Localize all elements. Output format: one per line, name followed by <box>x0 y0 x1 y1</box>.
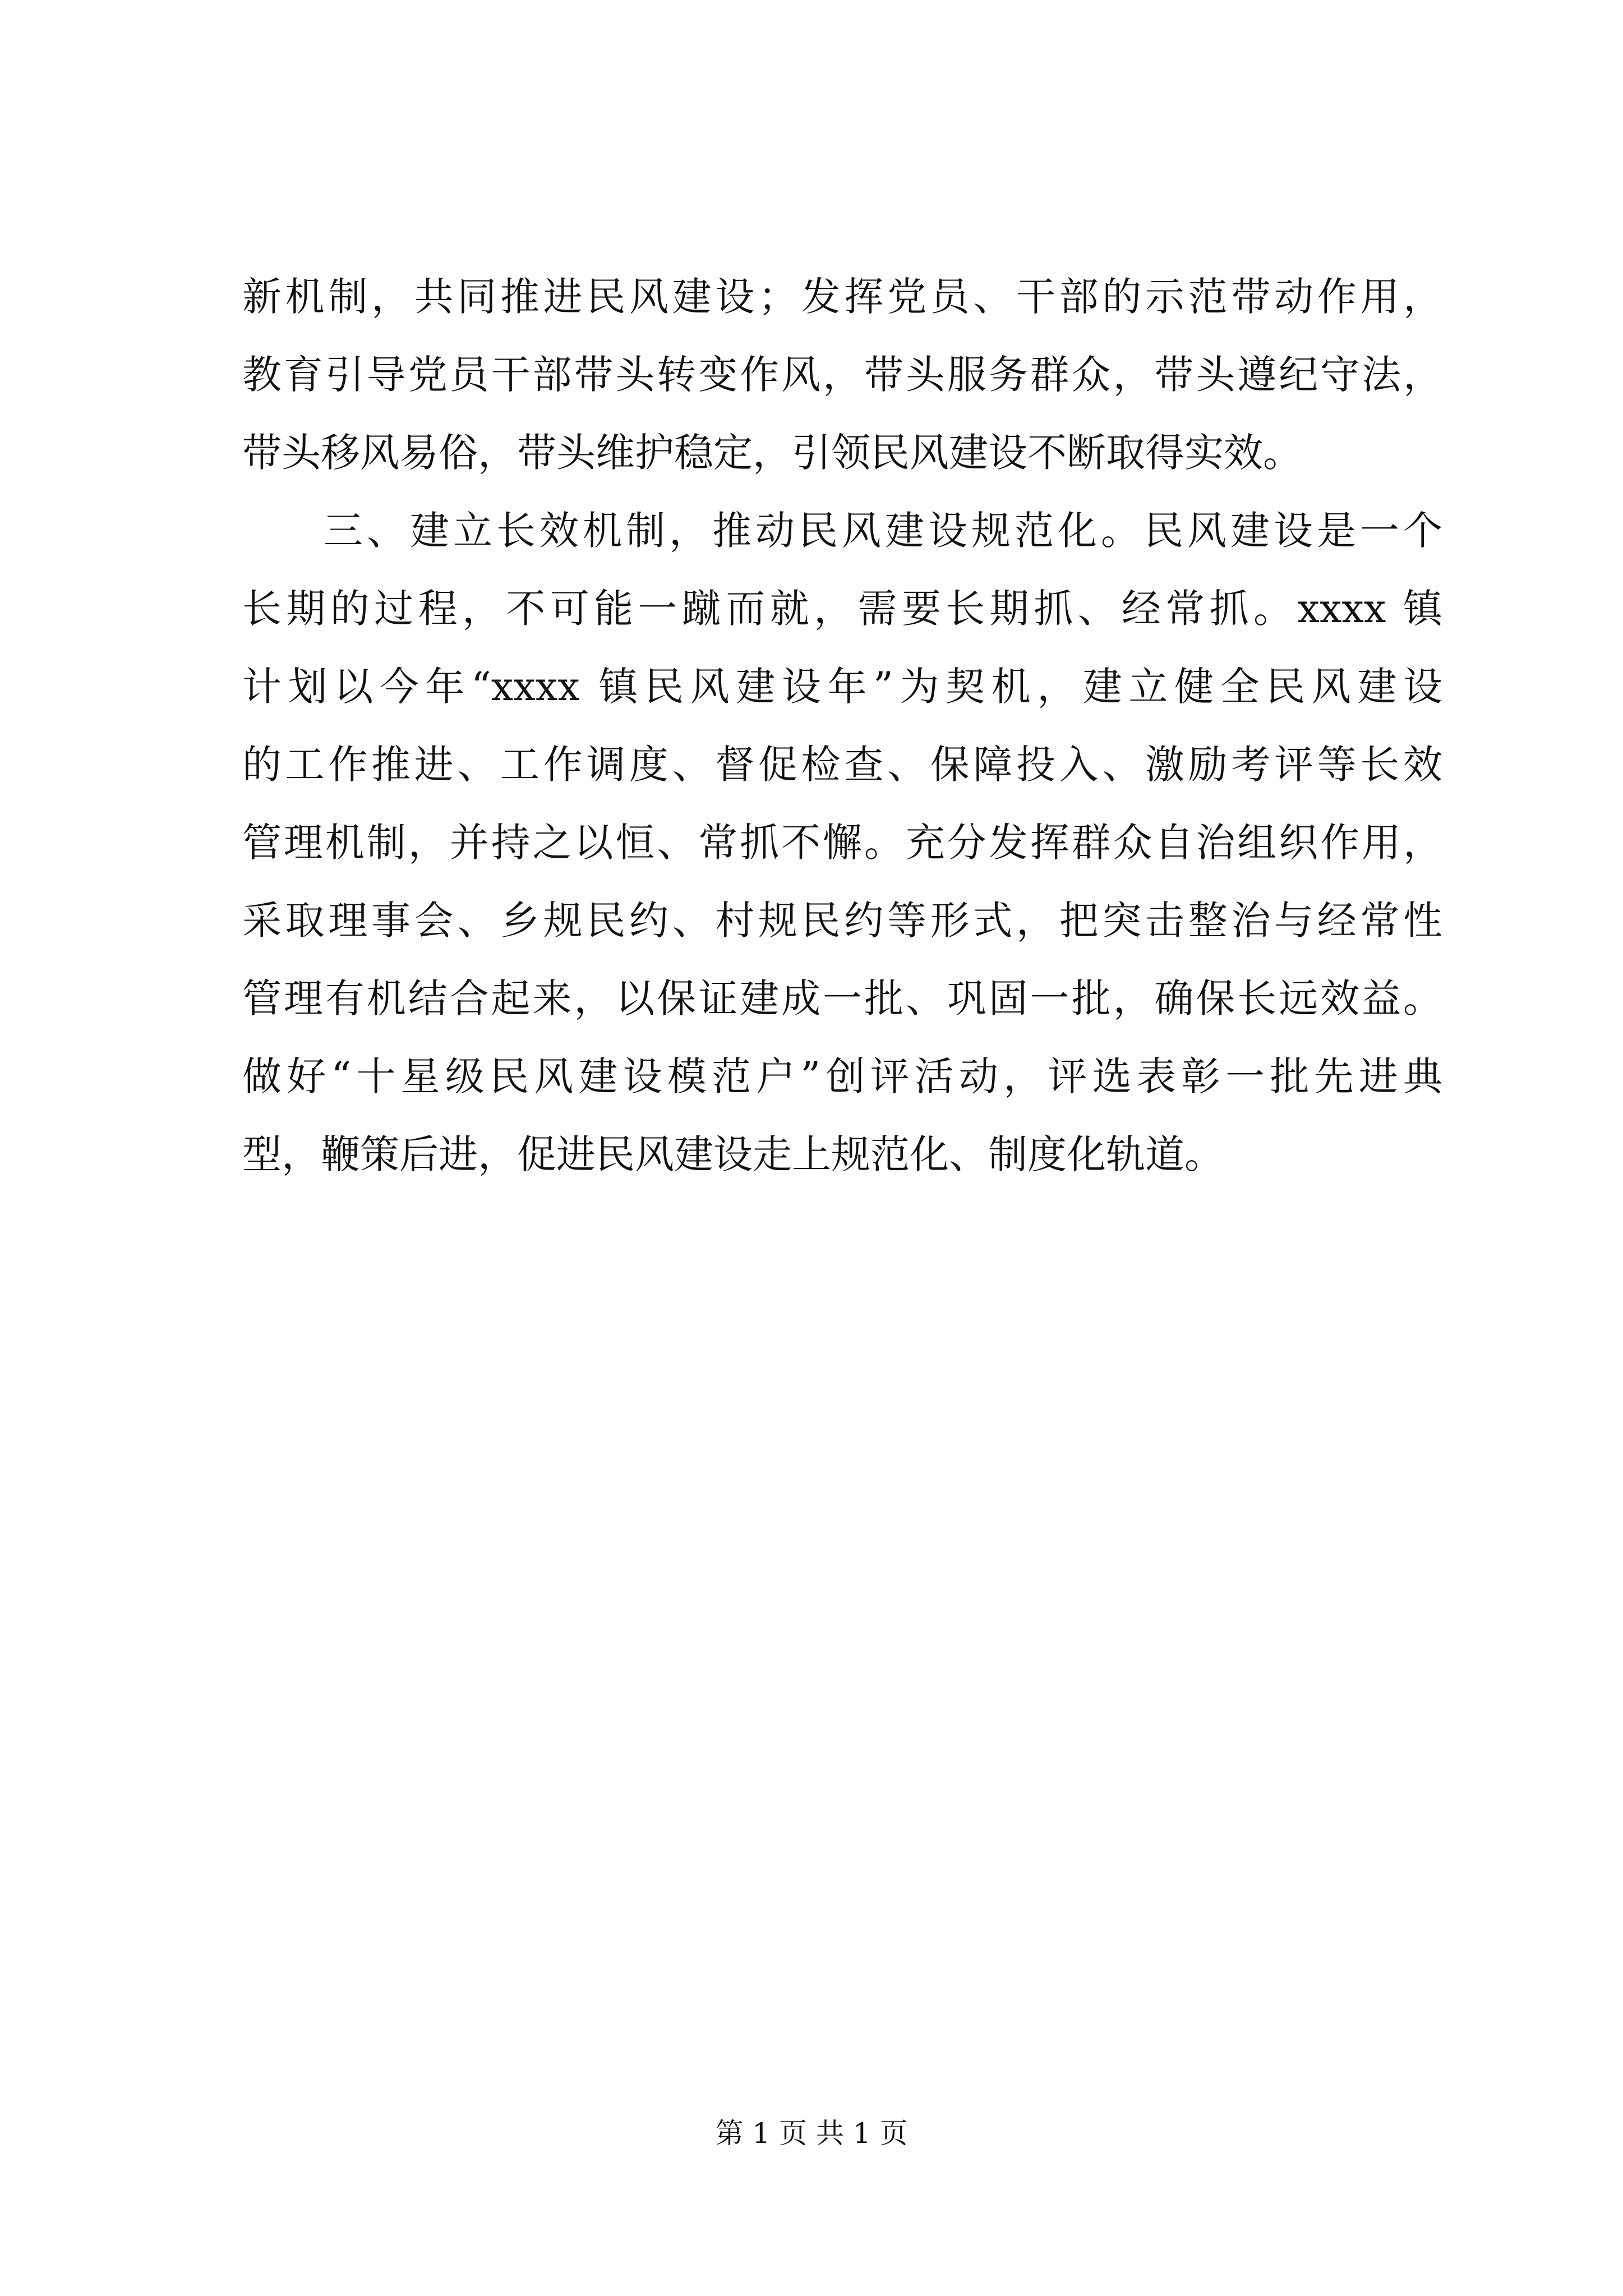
text-line: 计划以今年“xxxx 镇民风建设年”为契机，建立健全民风建设 <box>242 664 1442 710</box>
text-line: 管理机制，并持之以恒、常抓不懈。充分发挥群众自治组织作用， <box>242 820 1442 866</box>
page-number-footer: 第 1 页 共 1 页 <box>715 2117 908 2150</box>
text-line: 新机制，共同推进民风建设；发挥党员、干部的示范带动作用， <box>242 274 1442 320</box>
text-line: 管理有机结合起来，以保证建成一批、巩固一批，确保长远效益。 <box>242 976 1442 1022</box>
text-line: 的工作推进、工作调度、督促检查、保障投入、激励考评等长效 <box>242 742 1442 788</box>
section-heading-line: 三、建立长效机制，推动民风建设规范化。民风建设是一个 <box>324 508 1442 554</box>
text-line: 教育引导党员干部带头转变作风，带头服务群众，带头遵纪守法， <box>242 352 1442 398</box>
text-line: 带头移风易俗，带头维护稳定，引领民风建设不断取得实效。 <box>242 430 1302 476</box>
body-text <box>242 258 1442 1194</box>
text-line: 采取理事会、乡规民约、村规民约等形式，把突击整治与经常性 <box>242 898 1442 944</box>
text-line: 做好“十星级民风建设模范户”创评活动，评选表彰一批先进典 <box>242 1053 1442 1099</box>
text-line: 长期的过程，不可能一蹴而就，需要长期抓、经常抓。xxxx 镇 <box>242 586 1442 632</box>
text-line: 型，鞭策后进，促进民风建设走上规范化、制度化轨道。 <box>242 1131 1224 1177</box>
